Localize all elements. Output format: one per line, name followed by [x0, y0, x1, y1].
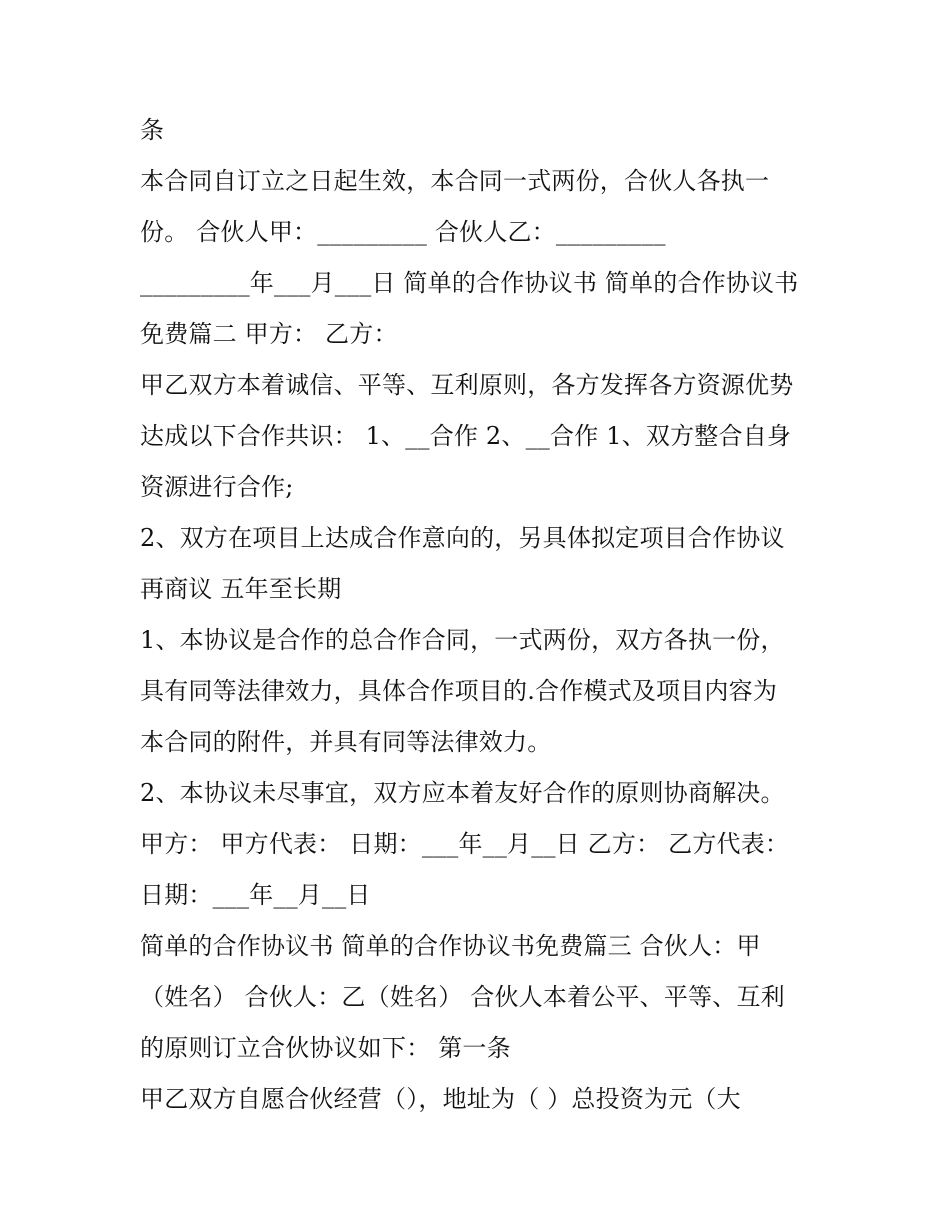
text-line: （姓名） 合伙人：乙（姓名） 合伙人本着公平、平等、互利: [140, 983, 785, 1011]
text-line: 本合同的附件，并具有同等法律效力。: [140, 728, 552, 756]
text-line: 日期：___年__月__日: [140, 881, 371, 909]
text-line: 免费篇二 甲方： 乙方：: [140, 320, 398, 348]
text-line: 达成以下合作共识： 1、__合作 2、__合作 1、双方整合自身: [140, 422, 792, 450]
text-line: 再商议 五年至长期: [140, 575, 342, 603]
document-body: [140, 105, 820, 1125]
text-line: 甲乙双方本着诚信、平等、互利原则，各方发挥各方资源优势: [140, 371, 794, 399]
text-line: 甲乙双方自愿合伙经营（），地址为（ ）总投资为元（大: [140, 1085, 741, 1113]
text-line: 2、本协议未尽事宜，双方应本着友好合作的原则协商解决。: [140, 779, 785, 807]
text-line: 条: [140, 116, 165, 144]
text-line: 本合同自订立之日起生效，本合同一式两份，合伙人各执一: [140, 167, 770, 195]
text-line: 简单的合作协议书 简单的合作协议书免费篇三 合伙人：甲: [140, 932, 761, 960]
text-line: 甲方： 甲方代表： 日期：___年__月__日 乙方： 乙方代表：: [140, 830, 790, 858]
text-line: 份。 合伙人甲：_________ 合伙人乙：_________: [140, 218, 666, 246]
text-line: 资源进行合作;: [140, 473, 294, 501]
text-line: _________年___月___日 简单的合作协议书 简单的合作协议书: [140, 269, 799, 297]
text-line: 1、本协议是合作的总合作合同，一式两份，双方各执一份，: [140, 626, 785, 654]
text-line: 具有同等法律效力，具体合作项目的.合作模式及项目内容为: [140, 677, 778, 705]
text-line: 的原则订立合伙协议如下： 第一条: [140, 1034, 511, 1062]
text-line: 2、双方在项目上达成合作意向的，另具体拟定项目合作协议: [140, 524, 785, 552]
